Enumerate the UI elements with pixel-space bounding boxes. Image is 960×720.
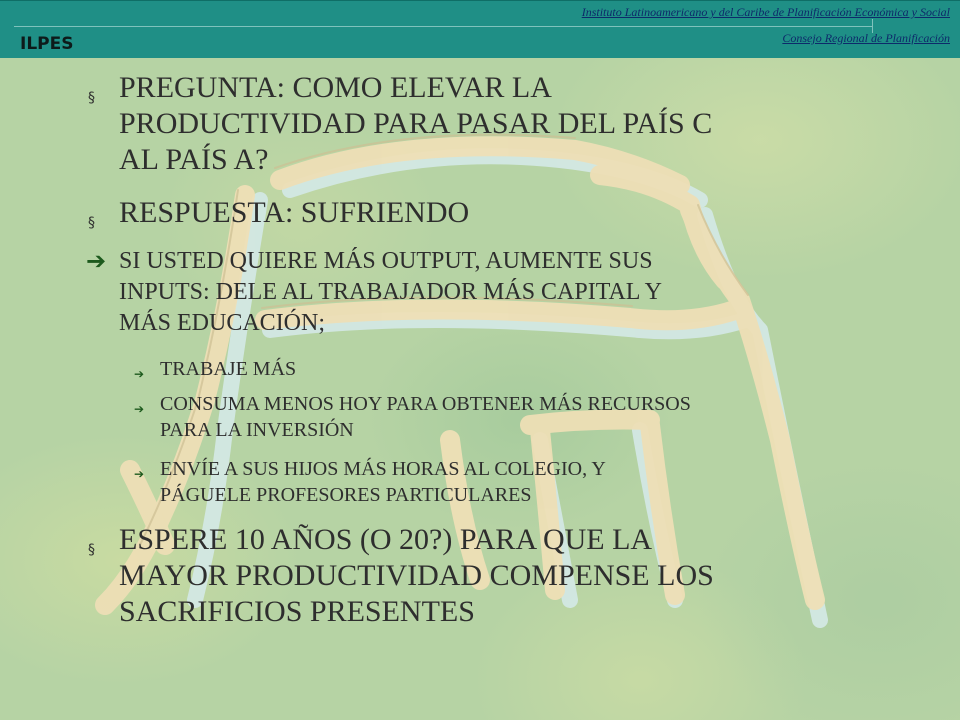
bullet-line: TRABAJE MÁS (160, 358, 297, 380)
bullet-line: INPUTS: DELE AL TRABAJADOR MÁS CAPITAL Y (119, 279, 662, 305)
arrow-bullet-icon: ➔ (134, 402, 145, 416)
bullet-line: SACRIFICIOS PRESENTES (119, 595, 475, 628)
bullet-line: PREGUNTA: COMO ELEVAR LA (119, 71, 552, 104)
bullet-line: PÁGUELE PROFESORES PARTICULARES (160, 484, 532, 506)
bullet-line: RESPUESTA: SUFRIENDO (119, 196, 470, 229)
ilpes-logo: ILPES (20, 34, 74, 54)
bullet-line: ENVÍE A SUS HIJOS MÁS HORAS AL COLEGIO, Y (160, 458, 606, 480)
arrow-bullet-icon: ➔ (134, 467, 145, 481)
section-bullet-icon: § (88, 542, 95, 558)
bullet-line: PRODUCTIVIDAD PARA PASAR DEL PAÍS C (119, 107, 713, 140)
bullet-line: CONSUMA MENOS HOY PARA OBTENER MÁS RECURSOS (160, 393, 691, 415)
institute-name-link[interactable]: Instituto Latinoamericano y del Caribe de Planificación Económica y Social (581, 5, 950, 19)
section-bullet-icon: § (88, 215, 95, 231)
bullet-line: SI USTED QUIERE MÁS OUTPUT, AUMENTE SUS (119, 248, 653, 274)
arrow-bullet-icon: ➔ (134, 367, 145, 381)
bullet-line: PARA LA INVERSIÓN (160, 419, 354, 441)
council-name-link[interactable]: Consejo Regional de Planificación (782, 31, 950, 45)
bullet-line: ESPERE 10 AÑOS (O 20?) PARA QUE LA (119, 523, 653, 556)
bullet-line: MÁS EDUCACIÓN; (119, 310, 326, 336)
bullet-line: AL PAÍS A? (119, 143, 269, 176)
section-bullet-icon: § (88, 90, 95, 106)
bullet-line: MAYOR PRODUCTIVIDAD COMPENSE LOS (119, 559, 714, 592)
arrow-bullet-icon: ➔ (86, 247, 107, 275)
